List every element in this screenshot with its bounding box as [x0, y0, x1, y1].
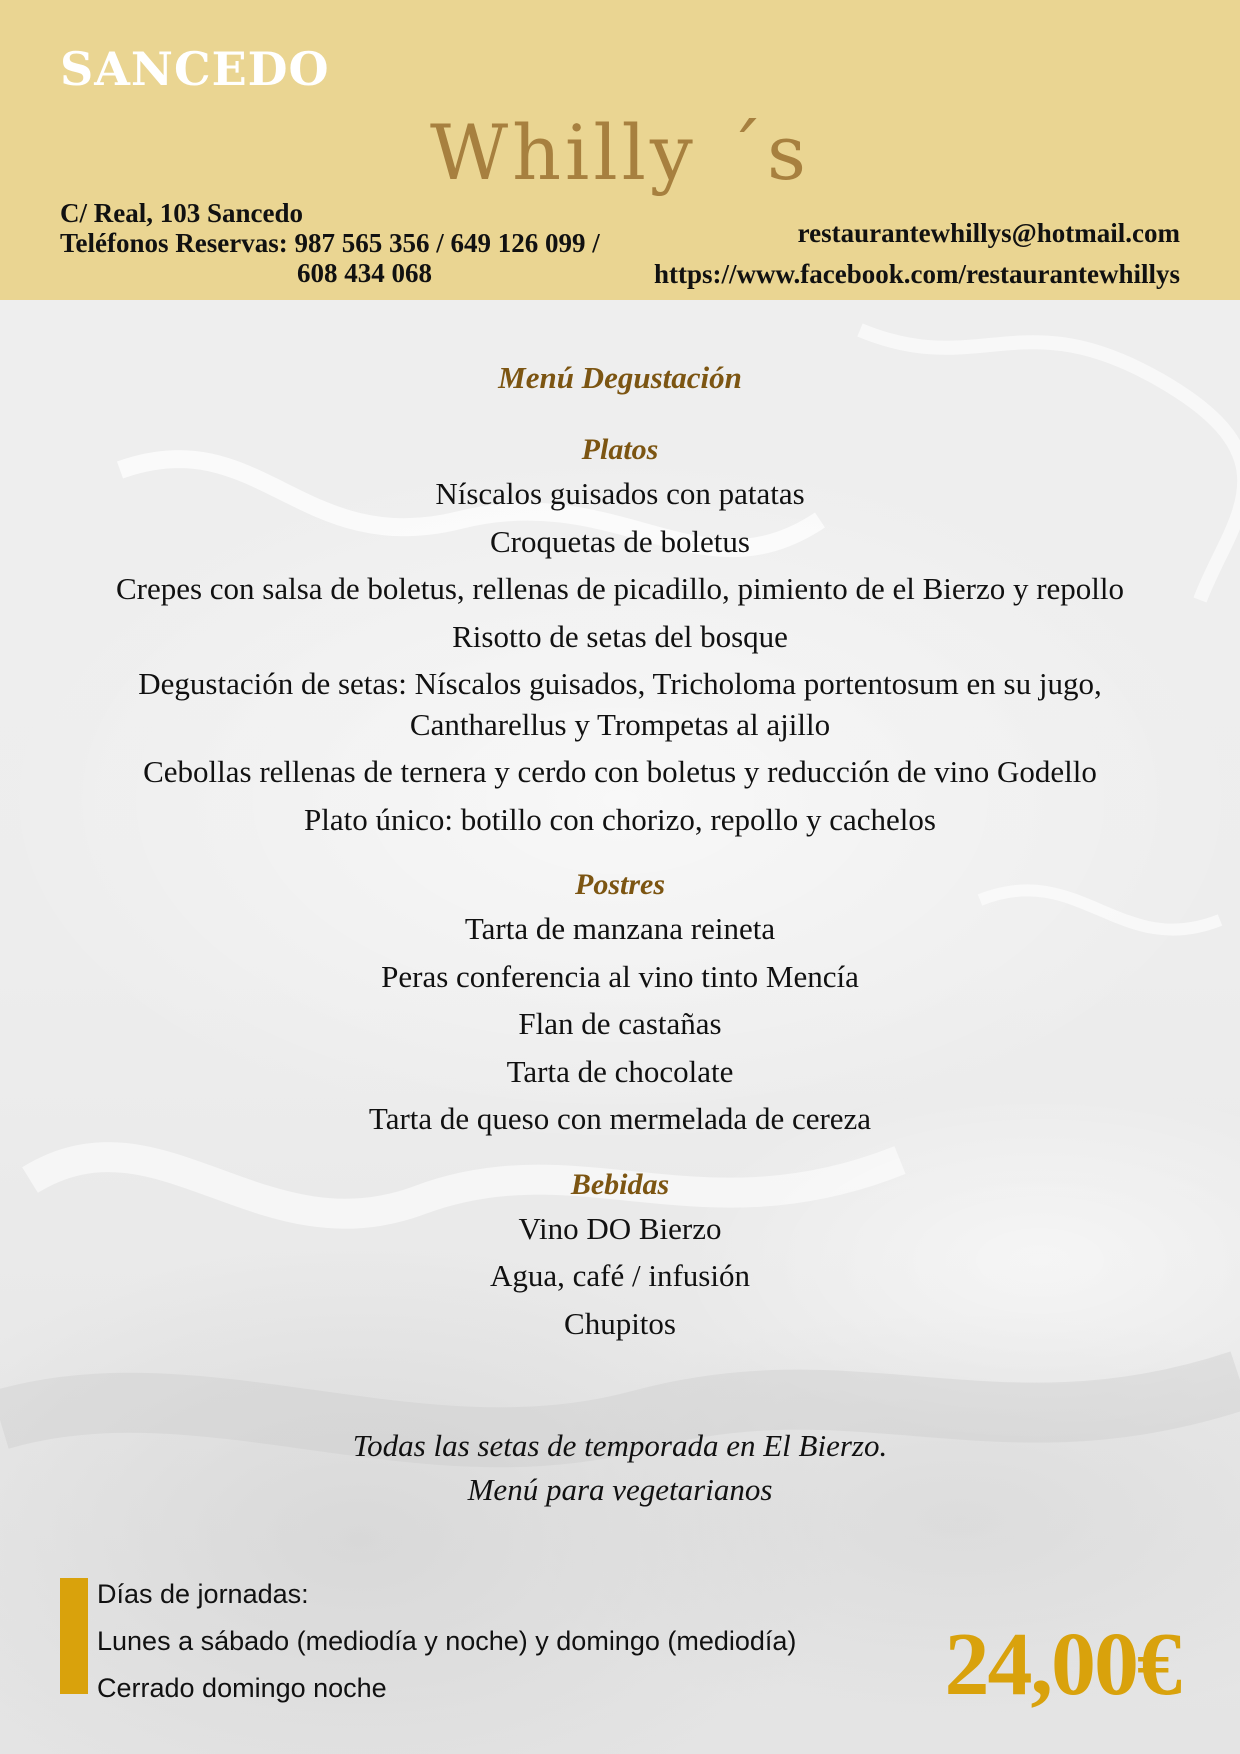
menu-item-line: Degustación de setas: Níscalos guisados, Tricholoma portentosum en su jugo, — [138, 666, 1102, 701]
schedule-block — [97, 1571, 796, 1712]
menu-item: Peras conferencia al vino tinto Mencía — [381, 958, 859, 994]
schedule-open: Lunes a sábado (mediodía y noche) y domingo (mediodía) — [97, 1626, 797, 1656]
menu-item-line: Cantharellus y Trompetas al ajillo — [409, 707, 831, 742]
menu-item: Agua, café / infusión — [490, 1258, 750, 1293]
menu-item: Tarta de chocolate — [506, 1053, 734, 1089]
restaurant-logo: Whilly ´s — [429, 108, 811, 197]
menu-item: Vino DO Bierzo — [518, 1210, 722, 1246]
menu-title: Menú Degustación — [498, 360, 742, 395]
email-link[interactable]: restaurantewhillys@hotmail.com — [797, 218, 1180, 248]
menu-item: Chupitos — [564, 1305, 676, 1341]
phones-line-2: 608 434 068 — [297, 258, 432, 288]
section-postres — [0, 865, 1240, 1143]
note-seasonal: Todas las setas de temporada en El Bierzo. — [352, 1428, 888, 1463]
menu-item: Risotto de setas del bosque — [452, 618, 788, 654]
phones-line-1: Teléfonos Reservas: 987 565 356 / 649 126 099 / — [60, 228, 600, 258]
menu-item: Tarta de queso con mermelada de cereza — [368, 1101, 872, 1136]
section-platos — [0, 430, 1240, 843]
menu-item: Plato único: botillo con chorizo, repollo y cachelos — [304, 801, 936, 837]
menu-item: Cebollas rellenas de ternera y cerdo con boletus y reducción de vino Godello — [143, 754, 1097, 789]
header-band — [0, 0, 1240, 300]
section-title: Bebidas — [570, 1167, 670, 1201]
town-name: SANCEDO — [60, 42, 330, 96]
contact-block — [654, 213, 1180, 295]
schedule-label: Días de jornadas: — [97, 1579, 309, 1609]
menu-item: Níscalos guisados con patatas — [435, 476, 805, 511]
facebook-link[interactable]: https://www.facebook.com/restaurantewhillys — [654, 259, 1180, 289]
menu-item: Tarta de manzana reineta — [464, 911, 776, 946]
menu-item: Flan de castañas — [518, 1006, 722, 1041]
address-block — [60, 198, 600, 288]
schedule-closed: Cerrado domingo noche — [97, 1673, 387, 1703]
schedule-accent-bar — [60, 1578, 88, 1694]
address: C/ Real, 103 Sancedo — [60, 198, 303, 228]
note-vegetarian: Menú para vegetarianos — [467, 1472, 773, 1507]
menu-item-multiline — [0, 660, 1240, 748]
menu-item: Croquetas de boletus — [489, 523, 750, 559]
menu-content — [0, 360, 1240, 1369]
section-title: Platos — [581, 433, 659, 466]
section-title: Postres — [575, 868, 665, 901]
menu-price: 24,00€ — [944, 1615, 1180, 1714]
menu-notes — [0, 1424, 1240, 1512]
section-bebidas — [0, 1165, 1240, 1348]
menu-item: Crepes con salsa de boletus, rellenas de picadillo, pimiento de el Bierzo y repollo — [115, 571, 1125, 606]
